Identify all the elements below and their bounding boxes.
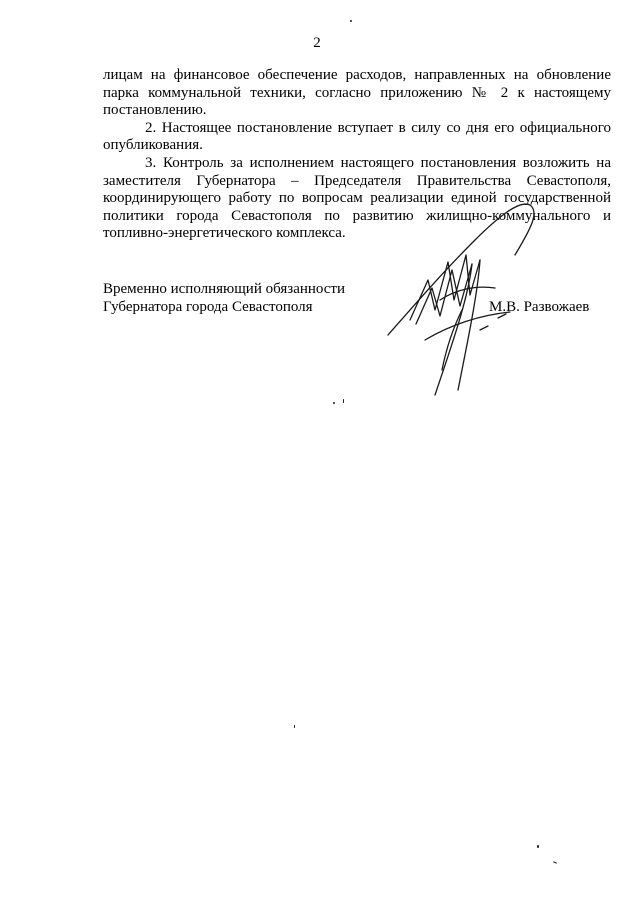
scan-speck bbox=[294, 725, 295, 728]
signatory-title bbox=[103, 281, 403, 316]
paragraph-1: лицам на финансовое обеспечение расходов, направленных на обновление парка коммунальной техники, согласно приложению № 2 к настоящему постановлению. bbox=[103, 67, 611, 119]
document-body bbox=[103, 67, 611, 243]
signatory-title-line-2: Губернатора города Севастополя bbox=[103, 298, 313, 315]
scan-speck bbox=[343, 399, 344, 403]
scan-speck bbox=[333, 402, 335, 404]
page-number: 2 bbox=[313, 35, 321, 51]
paragraph-2: 2. Настоящее постановление вступает в силу со дня его официального опубликования. bbox=[103, 119, 611, 154]
scan-speck bbox=[350, 20, 352, 22]
paragraph-3: 3. Контроль за исполнением настоящего постановления возложить на заместителя Губернатора – Председателя Правительства Севастополя, координирующего работу по вопросам реализации единой государственной политики города Севастополя по развитию жилищно-коммунального и топливно-энергетического комплекса. bbox=[103, 154, 611, 242]
signatory-name: М.В. Развожаев bbox=[489, 299, 590, 315]
signatory-title-line-1: Временно исполняющий обязанности bbox=[103, 281, 346, 297]
scan-speck bbox=[537, 845, 539, 848]
scan-speck bbox=[553, 861, 557, 864]
